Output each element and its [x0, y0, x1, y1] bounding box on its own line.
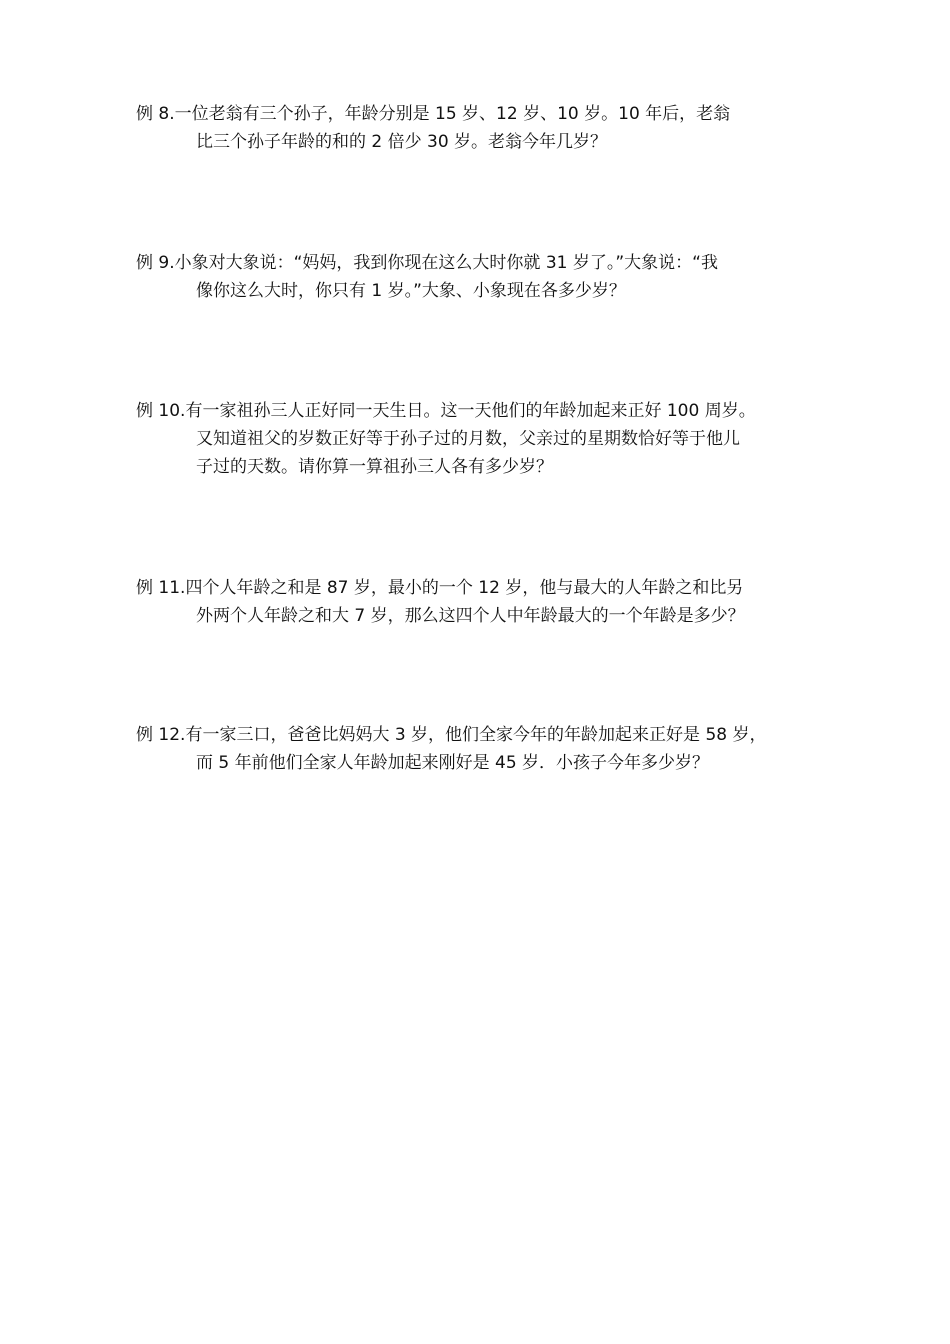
problem-12: [136, 721, 826, 777]
problem-9: [136, 249, 826, 305]
problem-11-line-1: 例 11.四个人年龄之和是 87 岁，最小的一个 12 岁，他与最大的人年龄之和比另: [136, 578, 744, 598]
problem-8-line-2: 比三个孙子年龄的和的 2 倍少 30 岁。老翁今年几岁？: [196, 132, 608, 152]
problem-11: [136, 574, 826, 630]
problem-10-line-1: 例 10.有一家祖孙三人正好同一天生日。这一天他们的年龄加起来正好 100 周岁。: [136, 401, 756, 421]
problem-10-line-3: 子过的天数。请你算一算祖孙三人各有多少岁？: [196, 457, 553, 477]
problem-11-line-2: 外两个人年龄之和大 7 岁，那么这四个人中年龄最大的一个年龄是多少？: [196, 606, 745, 626]
problem-12-line-2: 而 5 年前他们全家人年龄加起来刚好是 45 岁．小孩子今年多少岁？: [196, 753, 710, 773]
problem-9-line-1: 例 9.小象对大象说：“妈妈，我到你现在这么大时你就 31 岁了。”大象说：“我: [136, 253, 718, 273]
problem-10: [136, 397, 826, 481]
problem-8-line-1: 例 8.一位老翁有三个孙子，年龄分别是 15 岁、12 岁、10 岁。10 年后，老翁: [136, 104, 731, 124]
problem-12-line-1: 例 12.有一家三口，爸爸比妈妈大 3 岁，他们全家今年的年龄加起来正好是 58 岁，: [136, 725, 767, 745]
problem-10-line-2: 又知道祖父的岁数正好等于孙子过的月数，父亲过的星期数恰好等于他儿: [196, 429, 740, 449]
problem-9-line-2: 像你这么大时，你只有 1 岁。”大象、小象现在各多少岁？: [196, 281, 626, 301]
problem-8: [136, 100, 826, 156]
